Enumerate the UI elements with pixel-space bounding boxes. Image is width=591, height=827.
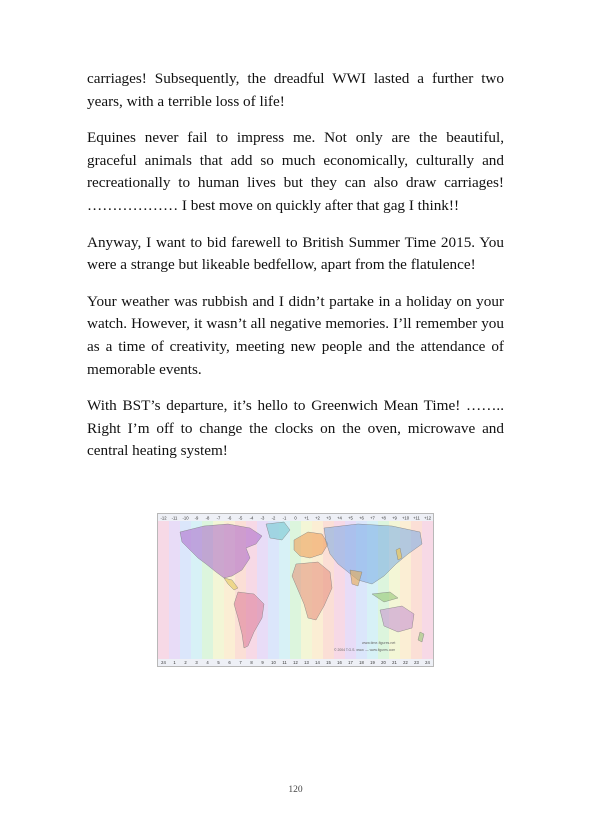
paragraph: Equines never fail to impress me. Not only are the beautiful, graceful animals that add so much economically, culturally and recreationally to human lives but they can also draw carriages! ……………… I best move on quickly after that gag I think!! <box>87 129 504 214</box>
time-zone-band <box>158 521 169 659</box>
hour-label: 1 <box>173 660 176 666</box>
hour-label: 4 <box>206 660 209 666</box>
paragraph: With BST’s departure, it’s hello to Greenwich Mean Time! …….. Right I’m off to change the clocks on the oven, microwave and central heating system! <box>87 397 504 460</box>
time-zone-band <box>268 521 279 659</box>
utc-offset-label: -8 <box>205 515 210 521</box>
hour-label: 19 <box>370 660 375 666</box>
time-zone-band <box>169 521 180 659</box>
map-credit-line-1: www.time-figures.net <box>362 641 396 645</box>
hour-label: 16 <box>337 660 342 666</box>
hour-label: 5 <box>217 660 220 666</box>
hour-label: 14 <box>315 660 320 666</box>
utc-offset-label: +11 <box>413 515 420 521</box>
hour-label: 18 <box>359 660 364 666</box>
utc-offset-label: -4 <box>249 515 254 521</box>
utc-offset-label: -10 <box>182 515 189 521</box>
paragraph: Anyway, I want to bid farewell to British Summer Time 2015. You were a strange but likeable bedfellow, apart from the flatulence! <box>87 233 504 274</box>
hour-label: 17 <box>348 660 353 666</box>
hour-label: 6 <box>228 660 231 666</box>
hour-label: 20 <box>381 660 386 666</box>
utc-offset-label: +12 <box>423 515 432 521</box>
hour-label: 23 <box>414 660 419 666</box>
hour-label: 24 <box>161 660 166 666</box>
world-time-zone-map <box>157 513 434 667</box>
paragraph: carriages! Subsequently, the dreadful WWI lasted a further two years, with a terrible loss of life! <box>87 70 504 110</box>
utc-offset-label: -11 <box>171 515 178 521</box>
hour-label: 3 <box>195 660 198 666</box>
hour-label: 21 <box>392 660 397 666</box>
hour-label: 24 <box>425 660 430 666</box>
time-zone-band <box>257 521 268 659</box>
utc-offset-label: -5 <box>238 515 243 521</box>
utc-offset-label: -7 <box>216 515 221 521</box>
utc-offset-label: -9 <box>194 515 199 521</box>
utc-offset-label: -3 <box>260 515 265 521</box>
utc-offset-label: 0 <box>294 515 297 521</box>
map-credit-line-2: © 2004 T.G.S. www. — www.figures.com <box>334 648 396 652</box>
utc-offset-label: +5 <box>348 515 353 521</box>
utc-offset-label: +3 <box>326 515 331 521</box>
hour-label: 13 <box>304 660 309 666</box>
hour-label: 10 <box>271 660 276 666</box>
utc-offset-label: +4 <box>337 515 342 521</box>
page-number: 120 <box>288 785 303 795</box>
hour-label: 22 <box>403 660 408 666</box>
utc-offset-label: +8 <box>381 515 386 521</box>
utc-offset-label: -2 <box>271 515 276 521</box>
utc-offset-label: -12 <box>160 515 167 521</box>
body-text <box>87 68 504 477</box>
utc-offset-label: +1 <box>304 515 309 521</box>
paragraph: Your weather was rubbish and I didn’t partake in a holiday on your watch. However, it wasn’t all negative memories. I’ll remember you as a time of creativity, meeting new people and the attendance of memorable events. <box>87 292 504 378</box>
hour-label: 8 <box>250 660 253 666</box>
hour-label: 2 <box>184 660 187 666</box>
utc-offset-label: -1 <box>282 515 287 521</box>
time-zone-map-graphic <box>158 514 433 666</box>
hour-label: 12 <box>293 660 298 666</box>
time-zone-band <box>279 521 290 659</box>
time-zone-band <box>422 521 433 659</box>
hour-label: 11 <box>282 660 287 666</box>
hour-label: 9 <box>261 660 264 666</box>
utc-offset-label: +2 <box>315 515 320 521</box>
utc-offset-label: +7 <box>370 515 375 521</box>
hour-label: 15 <box>326 660 331 666</box>
utc-offset-label: +9 <box>392 515 397 521</box>
utc-offset-label: +6 <box>359 515 364 521</box>
utc-offset-label: -6 <box>227 515 232 521</box>
utc-offset-label: +10 <box>401 515 410 521</box>
hour-label: 7 <box>239 660 242 666</box>
